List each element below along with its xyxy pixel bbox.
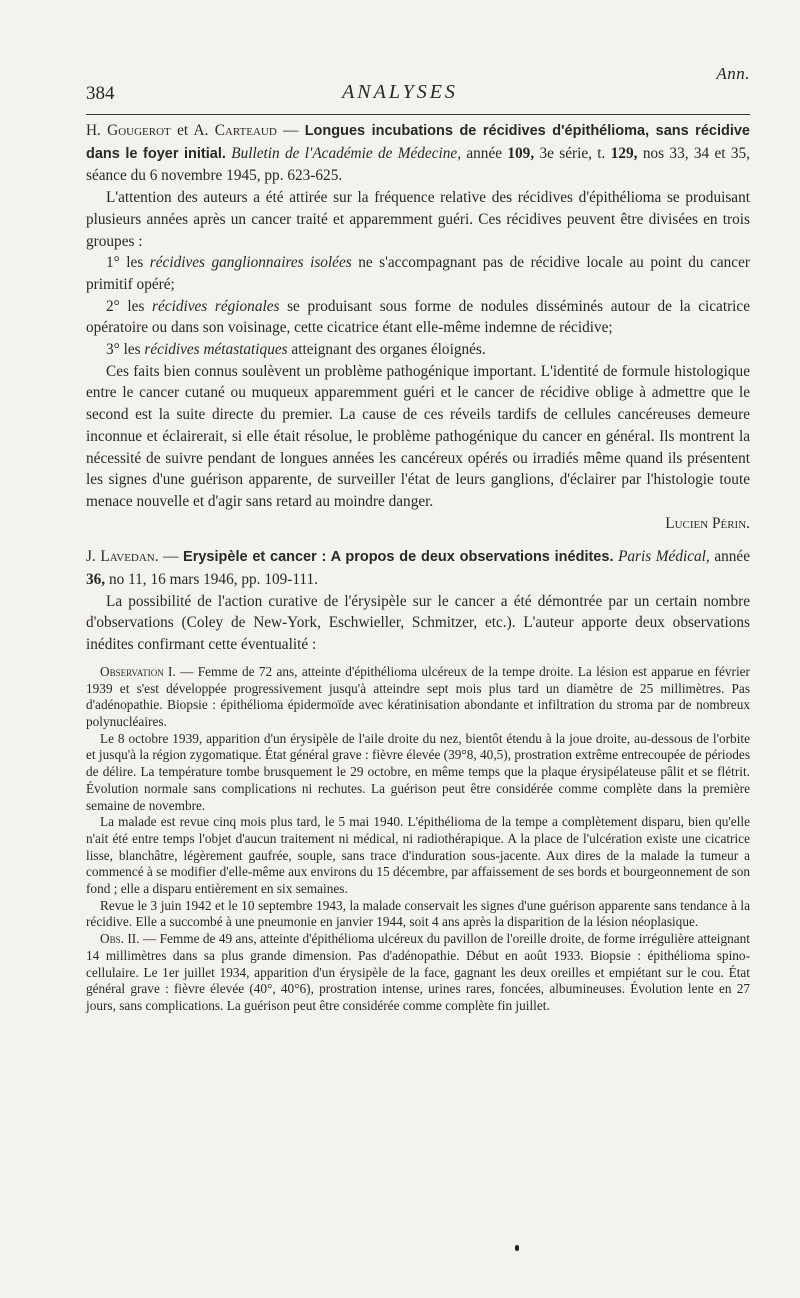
observation-paragraph: Revue le 3 juin 1942 et le 10 septembre 1943, la malade conservait les signes d'une guérison apparente sans tendance à la récidive. Elle a succombé à une pneumonie en janvier 1944, soit 4 ans après la disparition de la lésion néoplasique.: [86, 897, 750, 930]
observation-paragraph: Observation I. — Femme de 72 ans, atteinte d'épithélioma ulcéreux de la tempe droite. La lésion est apparue en février 1939 et s'est développée progressivement jusqu'à atteindre sept mois plus tard un diamètre de 25 millimètres. Pas d'adénopathie. Biopsie : épithélioma épidermoïde avec kératinisation abondante et infiltration du stroma par de nombreux polynucléaires.: [86, 663, 750, 729]
article-title: Longues incubations de récidives d'épithélioma, sans récidive dans le foyer initial.: [86, 123, 750, 162]
corner-annotation: Ann.: [716, 64, 750, 83]
author-name: Gougerot: [107, 122, 171, 139]
list-item: 1° les récidives ganglionnaires isolées ne s'accompagnant pas de récidive locale au point du cancer primitif opéré;: [86, 254, 750, 293]
header-rule: [86, 114, 750, 115]
observation-paragraph: Obs. II. — Femme de 49 ans, atteinte d'épithélioma ulcéreux du pavillon de l'oreille droite, de forme irrégulière atteignant 14 millimètres dans sa plus grande dimension. Pas d'adénopathie. Début en août 1933. Biopsie : épithélioma spino-cellulaire. Le 1er juillet 1934, apparition d'un érysipèle de la face, gagnant les deux oreilles et empiétant sur le cou. État général grave : fièvre élevée (40°, 40°6), prostration intense, urines rares, foncées, albumineuses. Évolution lente en 27 jours, sans complications. La guérison peut être considérée comme complète fin juillet.: [86, 931, 750, 1013]
article-heading: J. Lavedan. — Erysipèle et cancer : A propos de deux observations inédites. Paris Médical, année 36, no 11, 16 mars 1946, pp. 109-111.: [86, 548, 750, 589]
paragraph: L'attention des auteurs a été attirée sur la fréquence relative des récidives d'épithélioma se produisant plusieurs années après un cancer traité et apparemment guéri. Ces récidives peuvent être divisées en trois groupes :: [86, 189, 750, 250]
list-item: 3° les récidives métastatiques atteignant des organes éloignés.: [106, 341, 486, 359]
paragraph: La possibilité de l'action curative de l'érysipèle sur le cancer a été démontrée par un certain nombre d'observations (Coley de New-York, Eschwieller, Schmitzer, etc.). L'auteur apporte deux observations inédites confirmant cette éventualité :: [86, 592, 750, 654]
article-lavedan: [86, 546, 750, 656]
article-heading: H. Gougerot et A. Carteaud — Longues incubations de récidives d'épithélioma, sans récidive dans le foyer initial. Bulletin de l'Académie de Médecine, année 109, 3e série, t. 129, nos 33, 34 et 35, séance du 6 novembre 1945, pp. 623-625.: [86, 122, 751, 185]
author-name: Carteaud: [214, 122, 277, 139]
observation-paragraph: La malade est revue cinq mois plus tard, le 5 mai 1940. L'épithélioma de la tempe a complètement disparu, bien qu'elle n'ait été entre temps l'objet d'aucun traitement ni médical, ni radiothérapique. A la place de l'ulcération existe une cicatrice lisse, blanchâtre, légèrement gaufrée, souple, sans trace d'induration sous-jacente. Aux dires de la malade la tumeur a commencé à se modifier d'elle-même aux environs du 15 décembre, par affaissement de ses bords et bourgeonnement de son fond ; elle a disparu entièrement en six semaines.: [86, 814, 750, 897]
article-gougerot: [86, 120, 750, 534]
observations: [86, 664, 750, 1015]
paragraph: Ces faits bien connus soulèvent un problème pathogénique important. L'identité de formule histologique entre le cancer cutané ou muqueux apparemment guéri et le cancer de récidive oblige à admettre que le second est la suite directe du premier. La cause de ces réveils tardifs de cellules cancéreuses demeure inconnue et éclairerait, si elle était résolue, le problème pathogénique du cancer en général. Ils montrent la nécessité de suivre pendant de longues années les cancéreux opérés ou irradiés même quand ils présentent les signes d'une guérison apparente, de surveiller l'état de leurs ganglions, d'éclairer par l'histologie toute menace nouvelle et d'agir sans retard au moindre danger.: [86, 362, 750, 510]
observation-paragraph: Le 8 octobre 1939, apparition d'un érysipèle de l'aile droite du nez, bientôt étendu à la joue droite, au-dessous de l'orbite et jusqu'à la région zygomatique. État général grave : fièvre élevée (39°8, 40,5), prostration extrême entrecoupée de périodes de délire. La température tombe brusquement le 29 octobre, en même temps que la plaque érysipélateuse pâlit et se flétrit. Évolution normale sans complications ni rechutes. La guérison peut être considérée comme complète dans la première semaine de novembre.: [86, 730, 750, 813]
journal-name: Paris Médical,: [618, 548, 710, 566]
journal-name: Bulletin de l'Académie de Médecine,: [231, 144, 462, 162]
page-body: [86, 120, 750, 1015]
page-number: 384: [86, 83, 115, 104]
signature: Lucien Périn.: [665, 514, 750, 532]
article-title: Erysipèle et cancer : A propos de deux observations inédites.: [183, 549, 614, 566]
author-name: Lavedan: [100, 548, 155, 566]
ink-dot: [515, 1245, 519, 1251]
list-item: 2° les récidives régionales se produisant sous forme de nodules disséminés autour de la cicatrice opératoire ou dans son voisinage, cette cicatrice étant elle-même indemne de récidive;: [86, 297, 750, 337]
running-title: ANALYSES: [342, 81, 458, 103]
